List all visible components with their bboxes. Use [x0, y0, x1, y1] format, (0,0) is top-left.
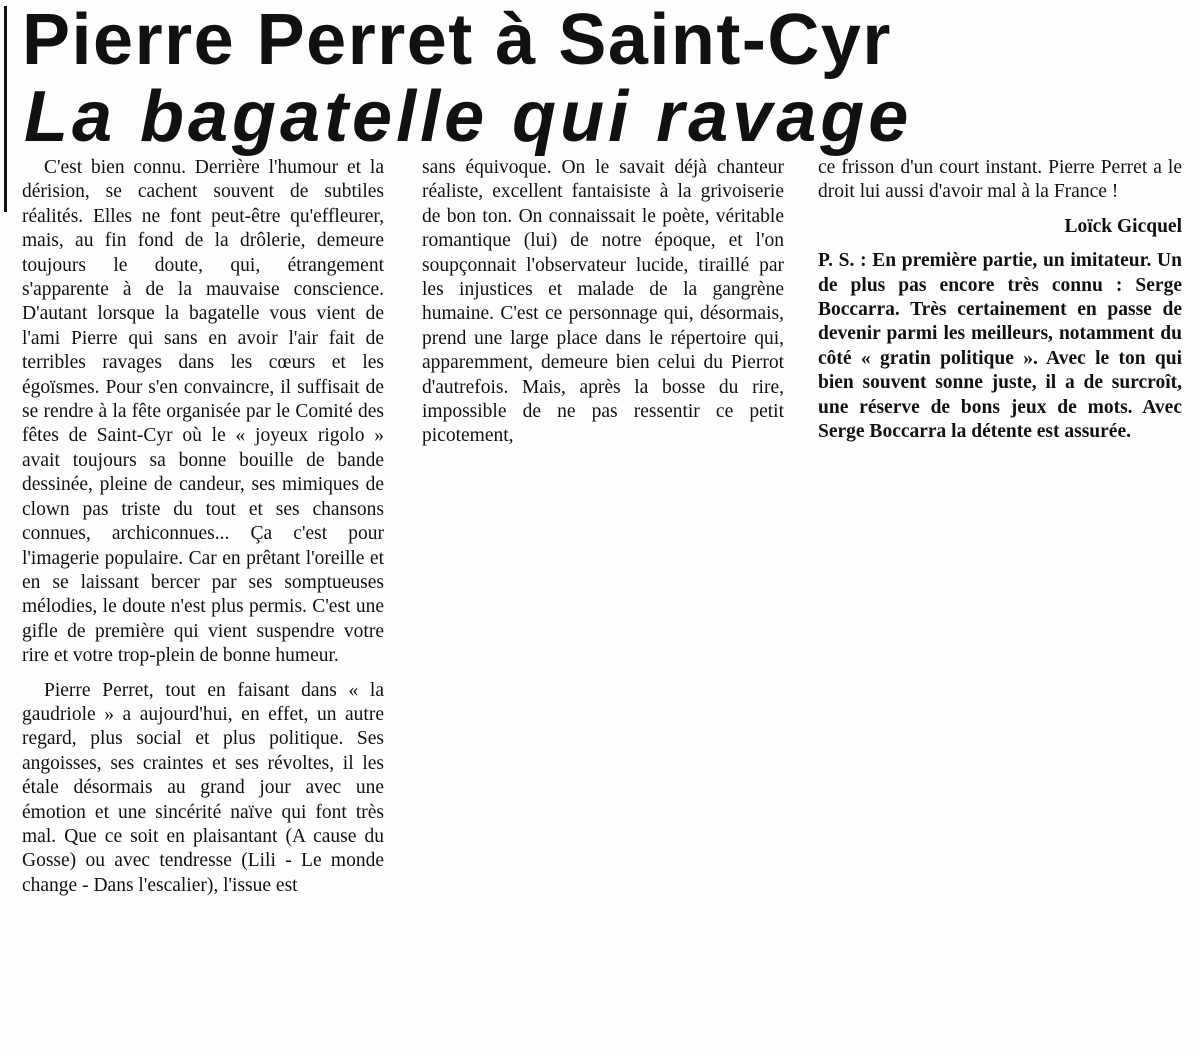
- postscript: P. S. : En première partie, un imitateur. Un de plus pas encore très connu : Serge Boccarra. Très certainement en passe de devenir parmi les meilleurs, notamment du côté « gratin politique ». Avec le ton qui bien souvent sonne juste, il a de surcroît, une réserve de bons jeux de mots. Avec Serge Boccarra la détente est assurée.: [818, 250, 1182, 443]
- paragraph: ce frisson d'un court instant. Pierre Perret a le droit lui aussi d'avoir mal à la France !: [818, 157, 1182, 203]
- column-2: [422, 156, 784, 459]
- subheadline: La bagatelle qui ravage: [24, 77, 913, 157]
- paragraph: sans équivoque. On le savait déjà chanteur réaliste, excellent fantaisiste à la grivoiserie de bon ton. On connaissait le poète, véritable romantique (lui) de notre époque, et l'on soupçonnait l'observateur lucide, tiraillé par les injustices et malade de la gangrène humaine. C'est ce personnage qui, désormais, prend une large place dans le répertoire qui, apparemment, demeure bien celui du Pierrot d'autrefois. Mais, après la bosse du rire, impossible de ne pas ressentir ce petit picotement,: [422, 157, 784, 447]
- column-1: [22, 156, 384, 908]
- column-rule: [4, 6, 7, 212]
- paragraph: C'est bien connu. Derrière l'humour et la dérision, se cachent souvent de subtiles réalités. Elles ne font peut-être qu'effleurer, mais, au fin fond de la drôlerie, demeure toujours le doute, qui, étrangement s'apparente à de la mauvaise conscience. D'autant lorsque la bagatelle vous vient de l'ami Pierre qui sans en avoir l'air fait de terribles ravages dans les cœurs et les égoïsmes. Pour s'en convaincre, il suffisait de se rendre à la fête organisée par le Comité des fêtes de Saint-Cyr où le « joyeux rigolo » avait toujours sa bonne bouille de bande dessinée, pleine de candeur, ses mimiques de clown pas triste du tout et ses chansons connues, archiconnues... Ça c'est pour l'imagerie populaire. Car en prêtant l'oreille et en se laissant bercer par ses somptueuses mélodies, le doute n'est plus permis. C'est une gifle de première qui vient suspendre votre rire et votre trop-plein de bonne humeur.: [22, 157, 384, 667]
- author-signature: Loïck Gicquel: [1064, 215, 1182, 237]
- paragraph: Pierre Perret, tout en faisant dans « la gaudriole » a aujourd'hui, en effet, un autre regard, plus social et plus politique. Ses angoisses, ses craintes et ses révoltes, il les étale désormais au grand jour avec une émotion et une sincérité naïve qui font très mal. Que ce soit en plaisantant (A cause du Gosse) ou avec tendresse (Lili - Le monde change - Dans l'escalier), l'issue est: [22, 679, 384, 896]
- column-3: [818, 156, 1182, 454]
- headline: Pierre Perret à Saint-Cyr: [22, 0, 892, 80]
